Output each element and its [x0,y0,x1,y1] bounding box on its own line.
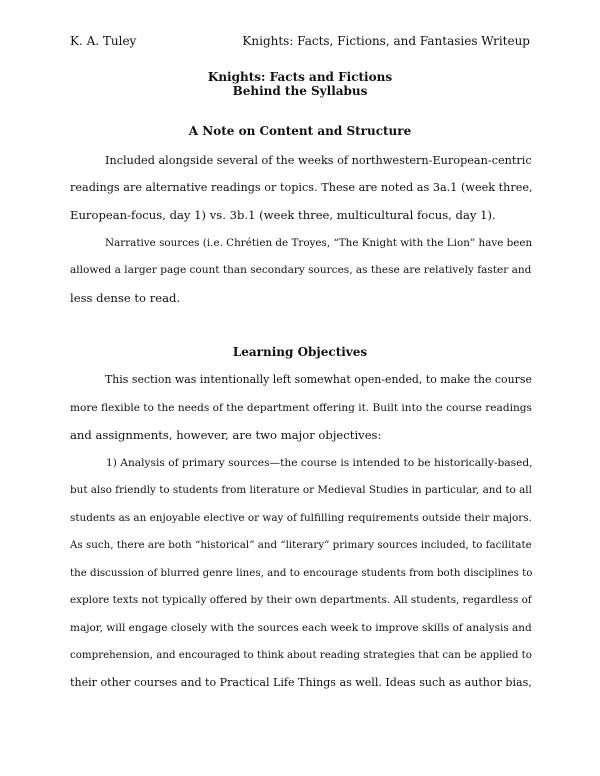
paragraph-line: As such, there are both “historical” and “literary” primary sources included, to facilitate [70,539,532,551]
paragraph-line: and assignments, however, are two major objectives: [70,428,382,442]
title-line-2: Behind the Syllabus [232,84,368,98]
paragraph-line: allowed a larger page count than secondary sources, as these are relatively faster and [70,264,532,276]
section-heading-content-structure: A Note on Content and Structure [188,124,412,138]
paragraph-line: students as an enjoyable elective or way of fulfilling requirements outside their majors. [70,512,532,524]
paragraph-line: Narrative sources (i.e. Chrétien de Troyes, “The Knight with the Lion” have been [105,237,533,249]
paragraph-line: comprehension, and encouraged to think about reading strategies that can be applied to [70,649,532,661]
paragraph-line: explore texts not typically offered by their own departments. All students, regardless of [70,594,532,606]
paragraph-line: Included alongside several of the weeks of northwestern-European-centric [105,154,532,167]
document-title [0,70,600,98]
section-heading-learning-objectives: Learning Objectives [232,345,368,359]
paragraph-line: This section was intentionally left somewhat open-ended, to make the course [105,373,532,386]
header-author: K. A. Tuley [70,34,137,48]
title-line-1: Knights: Facts and Fictions [207,70,393,84]
paragraph-line: European-focus, day 1) vs. 3b.1 (week three, multicultural focus, day 1). [70,208,496,222]
paragraph-line: 1) Analysis of primary sources—the course is intended to be historically-based, [106,456,533,469]
paragraph-line: less dense to read. [70,291,181,305]
paragraph-line: major, will engage closely with the sources each week to improve skills of analysis and [70,622,532,634]
paragraph-line: readings are alternative readings or topics. These are noted as 3a.1 (week three, [70,181,533,194]
paragraph-line: their other courses and to Practical Life Things as well. Ideas such as author bias, [70,676,532,689]
paragraph-line: but also friendly to students from literature or Medieval Studies in particular, and to all [70,484,532,496]
header-running-title: Knights: Facts, Fictions, and Fantasies Writeup [242,34,530,48]
paragraph-line: more flexible to the needs of the department offering it. Built into the course readings [70,402,532,414]
paragraph-line: the discussion of blurred genre lines, and to encourage students from both disciplines to [70,567,533,579]
